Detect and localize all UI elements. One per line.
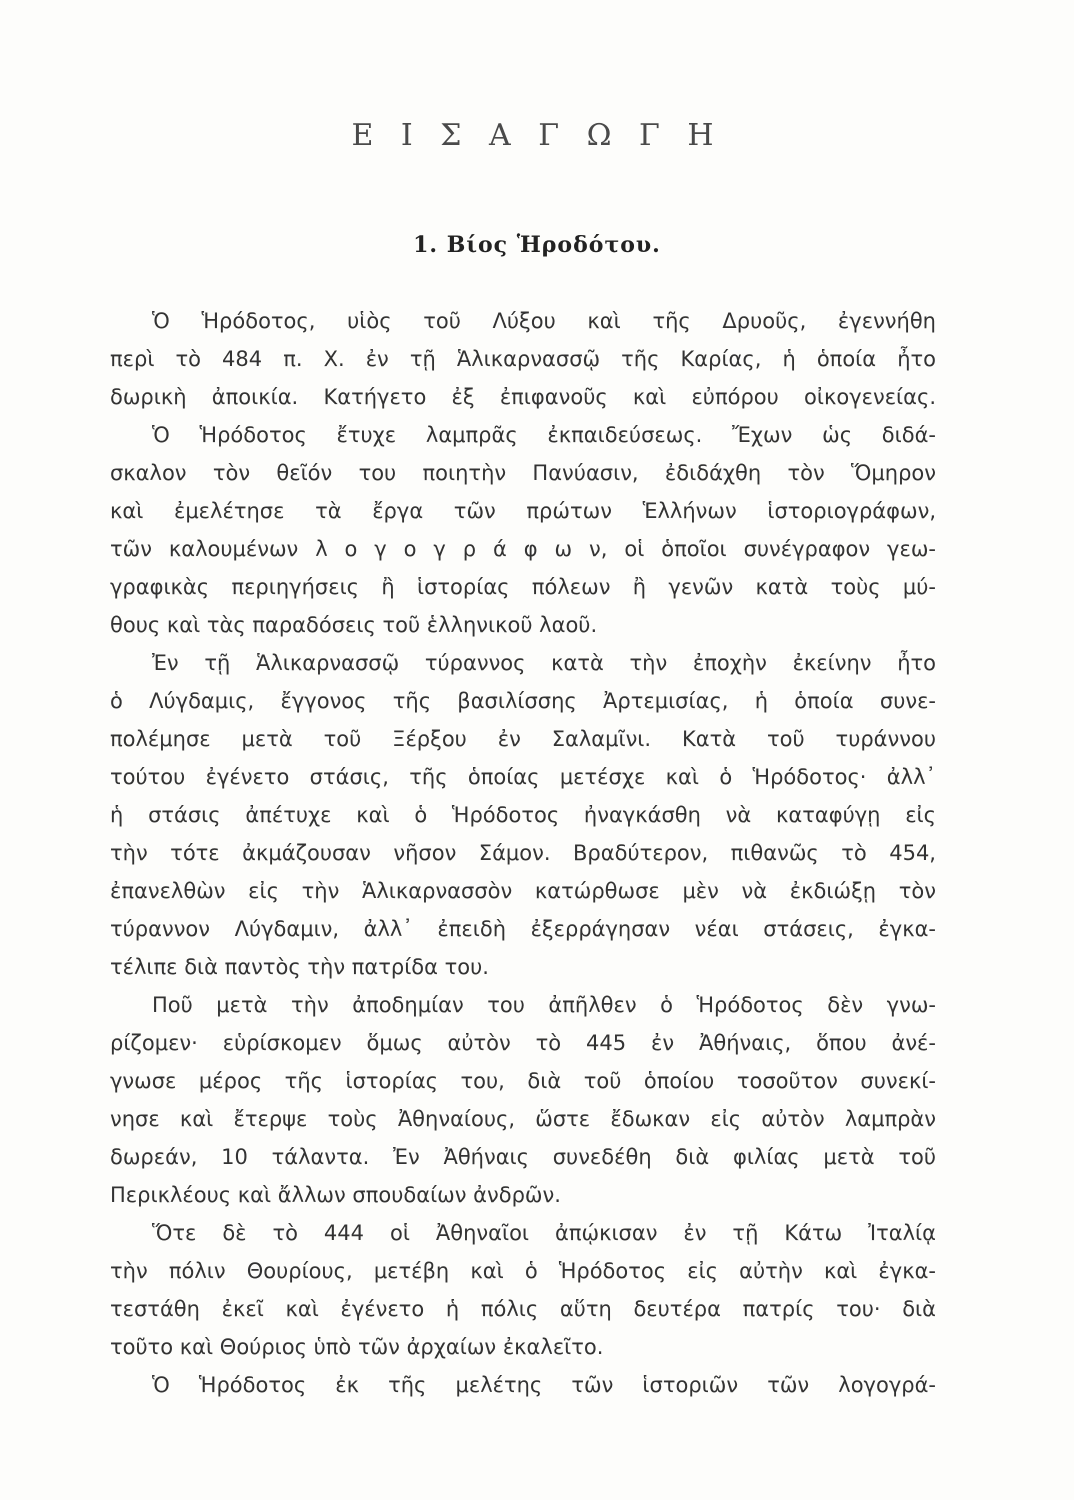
text-line: περὶ τὸ 484 π. Χ. ἐν τῇ Ἁλικαρνασσῷ τῆς Καρίας, ἡ ὁποία ἦτο [110,347,936,371]
text-line: δωρικὴ ἀποικία. Κατήγετο ἐξ ἐπιφανοῦς καὶ εὐπόρου οἰκογενείας. [110,385,936,409]
text-line: γνωσε μέρος τῆς ἱστορίας του, διὰ τοῦ ὁποίου τοσοῦτον συνεκί- [110,1069,936,1093]
text-line: τοῦτο καὶ Θούριος ὑπὸ τῶν ἀρχαίων ἐκαλεῖτο. [110,1335,604,1359]
text-line: καὶ ἐμελέτησε τὰ ἔργα τῶν πρώτων Ἑλλήνων ἱστοριογράφων, [110,499,936,523]
text-line: τούτου ἐγένετο στάσις, τῆς ὁποίας μετέσχε καὶ ὁ Ἡρόδοτος· ἀλλ᾽ [110,765,936,789]
text-line: τεστάθη ἐκεῖ καὶ ἐγένετο ἡ πόλις αὕτη δευτέρα πατρίς του· διὰ [110,1297,936,1321]
text-line: Ποῦ μετὰ τὴν ἀποδημίαν του ἀπῆλθεν ὁ Ἡρόδοτος δὲν γνω- [152,993,936,1017]
text-line: τύραννον Λύγδαμιν, ἀλλ᾽ ἐπειδὴ ἐξερράγησαν νέαι στάσεις, ἐγκα- [110,917,936,941]
text-line: Περικλέους καὶ ἄλλων σπουδαίων ἀνδρῶν. [110,1183,561,1207]
text-line: τὴν τότε ἀκμάζουσαν νῆσον Σάμον. Βραδύτερον, πιθανῶς τὸ 454, [110,841,936,865]
text-line: ἐπανελθὼν εἰς τὴν Ἁλικαρνασσὸν κατώρθωσε μὲν νὰ ἐκδιώξῃ τὸν [110,879,936,903]
text-line: θους καὶ τὰς παραδόσεις τοῦ ἑλληνικοῦ λαοῦ. [110,613,598,637]
text-line: τῶν καλουμένων λ ο γ ο γ ρ ά φ ω ν, οἱ ὁποῖοι συνέγραφον γεω- [110,537,936,561]
text-line: τέλιπε διὰ παντὸς τὴν πατρίδα του. [110,955,489,979]
text-line: γραφικὰς περιηγήσεις ἢ ἱστορίας πόλεων ἢ γενῶν κατὰ τοὺς μύ- [110,575,936,599]
text-line: Ὁ Ἡρόδοτος ἐκ τῆς μελέτης τῶν ἱστοριῶν τῶν λογογρά- [152,1373,936,1397]
text-line: ἡ στάσις ἀπέτυχε καὶ ὁ Ἡρόδοτος ἠναγκάσθη νὰ καταφύγῃ εἰς [110,803,936,827]
section-heading: 1. Βίος Ἡροδότου. [413,232,661,258]
text-line: δωρεάν, 10 τάλαντα. Ἐν Ἀθήναις συνεδέθη διὰ φιλίας μετὰ τοῦ [110,1145,936,1169]
text-line: ὁ Λύγδαμις, ἔγγονος τῆς βασιλίσσης Ἀρτεμισίας, ἡ ὁποία συνε- [110,689,936,713]
text-line: σκαλον τὸν θεῖόν του ποιητὴν Πανύασιν, ἐδιδάχθη τὸν Ὅμηρον [110,461,936,485]
chapter-title: Ε Ι Σ Α Γ Ω Γ Η [351,118,723,153]
text-line: Ἐν τῇ Ἁλικαρνασσῷ τύραννος κατὰ τὴν ἐποχὴν ἐκείνην ἦτο [152,651,936,675]
text-line: νησε καὶ ἔτερψε τοὺς Ἀθηναίους, ὥστε ἔδωκαν εἰς αὐτὸν λαμπρὰν [110,1107,936,1131]
text-line: τὴν πόλιν Θουρίους, μετέβη καὶ ὁ Ἡρόδοτος εἰς αὐτὴν καὶ ἐγκα- [110,1259,936,1283]
text-line: πολέμησε μετὰ τοῦ Ξέρξου ἐν Σαλαμῖνι. Κατὰ τοῦ τυράννου [110,727,936,751]
text-line: Ὅτε δὲ τὸ 444 οἱ Ἀθηναῖοι ἀπῴκισαν ἐν τῇ Κάτω Ἰταλίᾳ [152,1221,936,1245]
text-line: ρίζομεν· εὑρίσκομεν ὅμως αὐτὸν τὸ 445 ἐν Ἀθήναις, ὅπου ἀνέ- [110,1031,936,1055]
text-line: Ὁ Ἡρόδοτος ἔτυχε λαμπρᾶς ἐκπαιδεύσεως. Ἔχων ὡς διδά- [152,423,936,447]
text-line: Ὁ Ἡρόδοτος, υἱὸς τοῦ Λύξου καὶ τῆς Δρυοῦς, ἐγεννήθη [152,309,936,333]
